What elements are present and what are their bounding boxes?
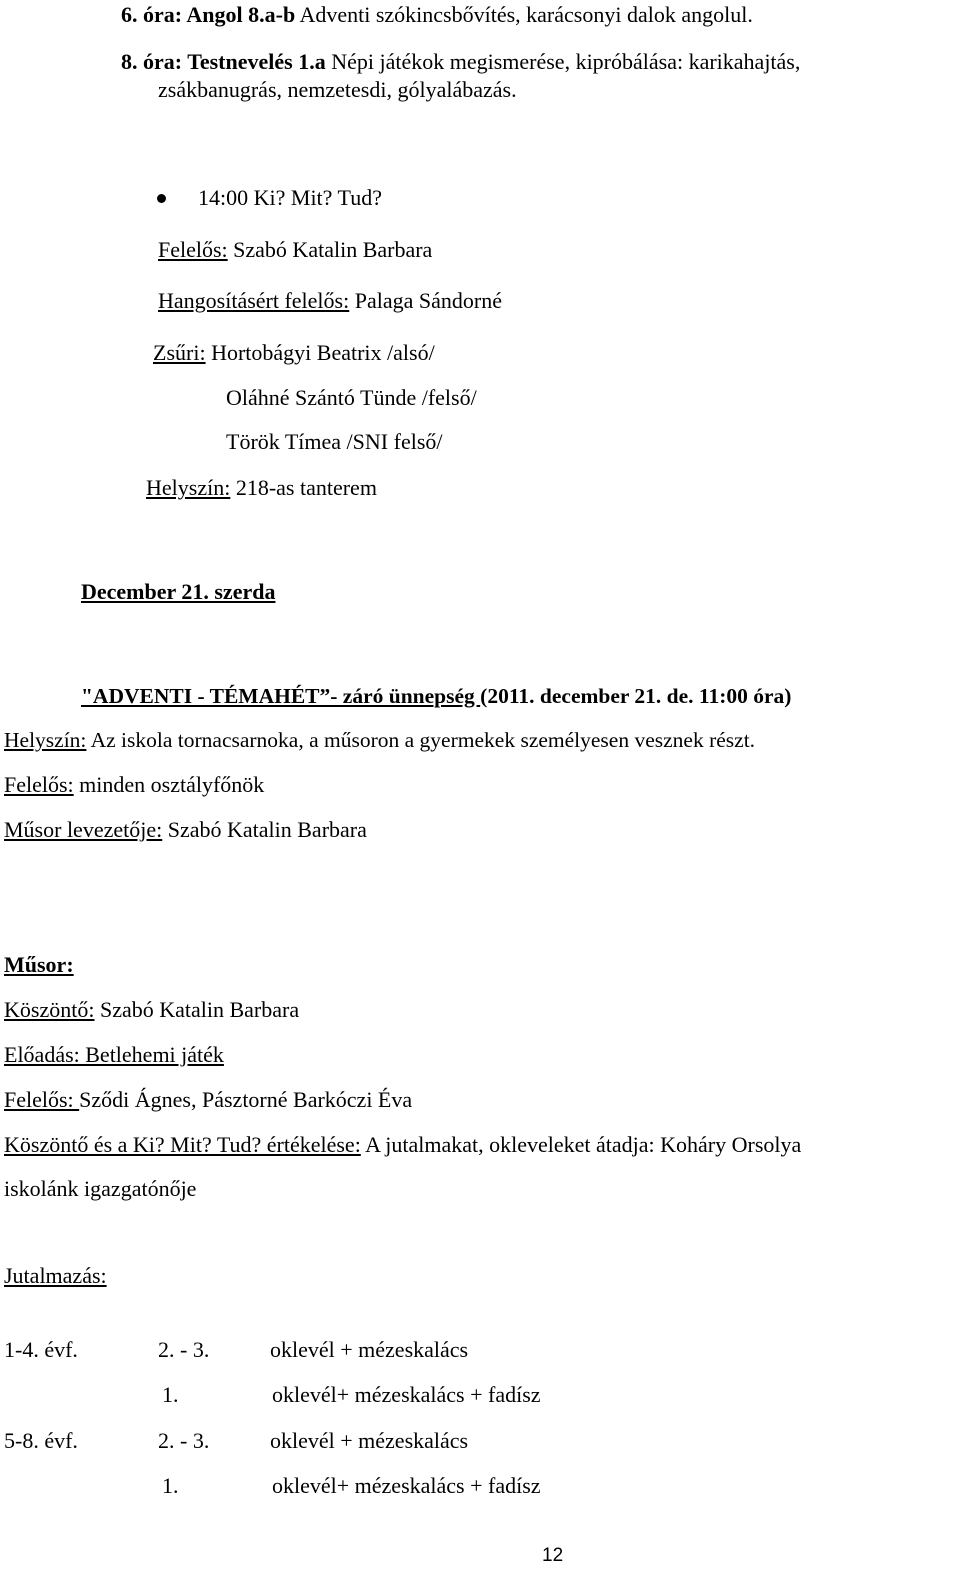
closing-helyszin-value: Az iskola tornacsarnoka, a műsoron a gyermekek személyesen vesznek részt. xyxy=(86,728,756,752)
awards-row-3-prize: oklevél + mézeskalács xyxy=(270,1428,469,1453)
event-helyszin-value: 218-as tanterem xyxy=(230,475,377,500)
schedule-line-1-label: 6. óra: Angol 8.a-b xyxy=(121,2,296,27)
awards-row-1-grade: 1-4. évf. xyxy=(4,1337,78,1362)
closing-felelos-value: minden osztályfőnök xyxy=(73,772,265,797)
event-felelos-value: Szabó Katalin Barbara xyxy=(227,237,433,262)
program-ertekeles xyxy=(4,1132,801,1158)
closing-felelos xyxy=(4,772,264,798)
closing-title-main: "ADVENTI - TÉMAHÉT”- záró ünnepség xyxy=(81,684,481,708)
schedule-line-2-text: Népi játékok megismerése, kipróbálása: karikahajtás, xyxy=(325,49,801,74)
event-felelos xyxy=(158,237,432,263)
closing-levezeto-value: Szabó Katalin Barbara xyxy=(162,817,367,842)
awards-row-1-prize: oklevél + mézeskalács xyxy=(270,1337,469,1362)
closing-levezeto-label: Műsor levezetője: xyxy=(4,817,163,842)
awards-row-3-place: 2. - 3. xyxy=(158,1428,210,1453)
closing-felelos-label: Felelős: xyxy=(4,772,74,797)
event-zsuri-member-2: Oláhné Szántó Tünde /felső/ xyxy=(226,385,477,410)
closing-helyszin-label: Helyszín: xyxy=(4,728,87,752)
closing-title xyxy=(81,683,791,709)
event-hangositas xyxy=(158,288,502,314)
awards-row-2-place: 1. xyxy=(162,1382,179,1407)
date-heading: December 21. szerda xyxy=(81,579,276,604)
schedule-line-2 xyxy=(121,49,800,75)
program-koszonto xyxy=(4,997,299,1023)
event-zsuri xyxy=(153,340,435,366)
closing-title-date: (2011. december 21. de. 11:00 óra) xyxy=(480,684,792,708)
event-zsuri-label: Zsűri: xyxy=(153,340,206,365)
bullet-icon xyxy=(157,194,166,203)
event-title: 14:00 Ki? Mit? Tud? xyxy=(198,185,382,210)
schedule-line-1-text: Adventi szókincsbővítés, karácsonyi dalok angolul. xyxy=(295,2,753,27)
program-ertekeles-line2: iskolánk igazgatónője xyxy=(4,1176,197,1201)
program-ertekeles-value: A jutalmakat, okleveleket átadja: Koháry Orsolya xyxy=(360,1132,802,1157)
program-koszonto-label: Köszöntő: xyxy=(4,997,95,1022)
schedule-line-3: zsákbanugrás, nemzetesdi, gólyalábazás. xyxy=(158,77,517,102)
program-felelos-label: Felelős: xyxy=(4,1087,80,1112)
event-felelos-label: Felelős: xyxy=(158,237,228,262)
awards-row-4-prize: oklevél+ mézeskalács + fadísz xyxy=(272,1473,541,1498)
awards-row-3-grade: 5-8. évf. xyxy=(4,1428,78,1453)
event-hangositas-value: Palaga Sándorné xyxy=(349,288,502,313)
awards-row-4-place: 1. xyxy=(162,1473,179,1498)
program-felelos xyxy=(4,1087,412,1113)
event-helyszin-label: Helyszín: xyxy=(146,475,231,500)
awards-heading: Jutalmazás: xyxy=(4,1263,107,1288)
program-ertekeles-label: Köszöntő és a Ki? Mit? Tud? értékelése: xyxy=(4,1132,361,1157)
page-number: 12 xyxy=(542,1545,564,1566)
event-helyszin xyxy=(146,475,377,501)
event-zsuri-member-1: Hortobágyi Beatrix /alsó/ xyxy=(205,340,435,365)
awards-row-1-place: 2. - 3. xyxy=(158,1337,210,1362)
awards-row-2-prize: oklevél+ mézeskalács + fadísz xyxy=(272,1382,541,1407)
program-heading: Műsor: xyxy=(4,952,74,977)
program-koszonto-value: Szabó Katalin Barbara xyxy=(94,997,300,1022)
program-felelos-value: Sződi Ágnes, Pásztorné Barkóczi Éva xyxy=(79,1087,413,1112)
event-hangositas-label: Hangosításért felelős: xyxy=(158,288,350,313)
closing-levezeto xyxy=(4,817,367,843)
event-zsuri-member-3: Török Tímea /SNI felső/ xyxy=(226,429,443,454)
schedule-line-2-label: 8. óra: Testnevelés 1.a xyxy=(121,49,326,74)
closing-helyszin xyxy=(4,727,755,753)
program-eloadas: Előadás: Betlehemi játék xyxy=(4,1042,224,1067)
schedule-line-1 xyxy=(121,2,753,28)
